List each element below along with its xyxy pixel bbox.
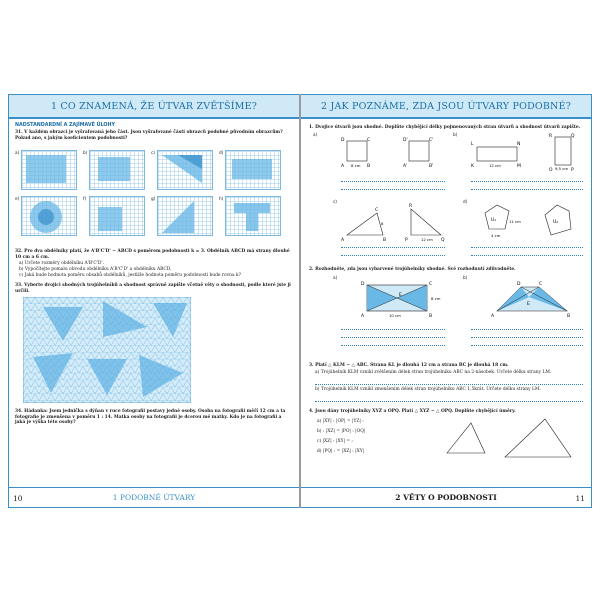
question-32-item-c: c) Jaká bude hodnota poměru obsahů obdélníků, jestliže hodnota poměru podobnosti bude rovna k?: [19, 273, 241, 278]
q4-triangles: [441, 413, 587, 461]
pt-A-prime: A': [403, 164, 408, 169]
question-3-item-a: a) Trojúhelník KLM vznikl zvětšením délek stran trojúhelníku ABC na 2-násobek. Určete délku strany LM.: [315, 370, 552, 375]
right-footer: [301, 487, 591, 507]
left-subheader: NADSTANDARDNÍ A ZAJÍMAVÉ ÚLOHY: [15, 123, 115, 128]
grid-figure-c: [157, 150, 213, 190]
triangular-grid-figure: [23, 297, 191, 403]
grid-figure-a: [21, 150, 77, 190]
answer-line[interactable]: [315, 401, 583, 402]
grid-figure-f: [89, 196, 145, 236]
figure-label-e: e): [15, 196, 20, 201]
answer-line[interactable]: [471, 329, 583, 330]
question-3-item-b: b) Trojúhelník KLM vznikl zmenšením délek stran trojúhelníku ABC 1,5krát. Určete délku strany LM.: [315, 387, 541, 392]
q1b-measure-1: 12 cm: [489, 163, 501, 168]
question-32-title: 32. Pro dva obdélníky platí, že A'B'C'D' ~ ABCD s poměrem podobnosti k = 3. Obdélník ABCD má strany dlouhé 10 cm a 6 cm.: [15, 249, 290, 260]
pt-C-prime: C': [429, 138, 434, 143]
left-footer-title: 1 PODOBNÉ ÚTVARY: [112, 493, 196, 502]
pt-B: B: [567, 314, 571, 319]
pt-A: A: [341, 164, 345, 169]
shaded-region: [98, 157, 130, 181]
pt-C: C: [367, 138, 371, 143]
pt-Q: Q: [571, 134, 575, 139]
shaded-region: [26, 155, 66, 183]
pt-C: C: [429, 282, 433, 287]
figure-label-a: a): [15, 150, 20, 155]
answer-line[interactable]: [341, 247, 445, 248]
pt-A: A: [361, 314, 365, 319]
shaded-triangle: [158, 197, 214, 237]
q1d-measure-2: 4 cm: [491, 233, 501, 238]
pt-R: R: [409, 204, 413, 209]
pt-D: D: [341, 138, 345, 143]
figure-label-d: d): [219, 150, 224, 155]
question-34: 34. Hádanka: Jsem jednička s dýňan v ruce fotografii postavy jedné osoby. Osoba na fotografii měří 12 cm a ta fotografie je zmenšena v poměru 1 : 14. Matka osoby na fotografii je dcerou mé matky. Kdo je na fotografii a jaká je výška této osoby?: [15, 409, 286, 426]
answer-line[interactable]: [471, 247, 583, 248]
pt-P: P: [571, 168, 574, 173]
pt-Q: Q: [441, 238, 445, 243]
right-page: [301, 94, 592, 508]
answer-line[interactable]: [341, 329, 445, 330]
question-4-item-a[interactable]: a) |XY| : |OP| = |YZ| :: [317, 419, 364, 424]
shape-U2: U₂: [553, 220, 559, 225]
answer-line[interactable]: [341, 337, 445, 338]
shaded-circle: [22, 197, 78, 237]
answer-line[interactable]: [471, 189, 583, 190]
figure-label-f: f): [83, 196, 87, 201]
pt-D: D: [361, 282, 365, 287]
shaded-triangle: [158, 151, 214, 191]
left-page-title: 1 CO ZNAMENÁ, ŽE ÚTVAR ZVĚTŠÍME?: [50, 101, 258, 112]
right-page-title: 2 JAK POZNÁME, ZDA JSOU ÚTVARY PODOBNÉ?: [320, 101, 571, 112]
q1c-triangles: [341, 199, 453, 243]
question-32-item-a: a) Určete rozměry obdélníku A'B'C'D'.: [19, 261, 105, 266]
answer-line[interactable]: [315, 384, 583, 385]
left-footer: [9, 487, 299, 507]
pt-D: D: [517, 282, 521, 287]
pt-N: N: [517, 142, 521, 147]
q1d-pentagons: [475, 199, 585, 243]
pt-R: R: [549, 134, 553, 139]
q1-label-d: d): [463, 199, 468, 204]
q1a-measure: 8 cm: [351, 163, 361, 168]
q1c-measure-1: 8: [381, 221, 384, 226]
answer-line[interactable]: [341, 181, 445, 182]
q1c-measure-2: 12 cm: [421, 237, 433, 242]
shaded-region: [232, 159, 272, 179]
shape-U1: U₁: [491, 218, 497, 223]
grid-figure-d: [225, 150, 281, 190]
pt-K: K: [471, 164, 474, 169]
question-4: 4. Jsou dány trojúhelníky XYZ a OPQ. Platí △ XYZ ~ △ OPQ. Doplňte chybějící úměry.: [309, 409, 516, 414]
figure-label-b: b): [83, 150, 88, 155]
q1d-measure-1: 11 cm: [509, 219, 521, 224]
q1b-measure-2: 9,5 cm: [555, 166, 569, 171]
pt-B: B: [383, 238, 387, 243]
pt-B-prime: B': [429, 164, 434, 169]
figure-label-h: h): [219, 196, 224, 201]
pt-O: O: [549, 168, 553, 173]
answer-line[interactable]: [341, 345, 445, 346]
answer-line[interactable]: [471, 345, 583, 346]
answer-line[interactable]: [471, 181, 583, 182]
figure-label-g: g): [151, 196, 156, 201]
pt-C: C: [375, 208, 379, 213]
question-4-item-d[interactable]: d) |PQ| : = |XZ| : |XY|: [317, 449, 365, 454]
shaded-region: [98, 207, 122, 231]
pt-L: L: [471, 142, 474, 147]
pt-B: B: [429, 314, 433, 319]
answer-line[interactable]: [471, 337, 583, 338]
q1-label-b: b): [453, 132, 458, 137]
question-33: 33. Vyberte dvojici shodných trojúhelníků a shodnost správně zapište včetně věty o shodnosti, podle které jste ji určili.: [15, 283, 291, 294]
q2a-measure-1: 8 cm: [431, 296, 441, 301]
q2a-figure: [361, 279, 457, 323]
question-32-item-b: b) Vypočítejte pomalu obvodu obdélníku A'B'C'D' a obdélníku ABCD.: [19, 267, 172, 272]
q2-label-b: b): [463, 275, 468, 280]
q1b-rectangles: [469, 133, 587, 175]
q2-label-a: a): [333, 275, 338, 280]
question-4-item-b[interactable]: b) : |XZ| = |PO| : |OQ|: [317, 429, 366, 434]
q1-label-c: c): [333, 199, 337, 204]
pt-A: A: [341, 238, 345, 243]
answer-line[interactable]: [341, 255, 445, 256]
pt-D-prime: D': [403, 138, 408, 143]
pt-B: B: [367, 164, 371, 169]
q2b-figure: [491, 279, 585, 323]
grid-figure-b: [89, 150, 145, 190]
grid-figure-g: [157, 196, 213, 236]
shaded-t-shape: [226, 197, 282, 237]
figure-label-c: c): [151, 150, 155, 155]
left-page: [8, 94, 299, 508]
left-page-number: 10: [13, 494, 23, 503]
q2a-measure-2: 10 cm: [389, 313, 401, 318]
pt-P: P: [405, 238, 408, 243]
pt-E: E: [399, 293, 402, 298]
answer-line[interactable]: [471, 255, 583, 256]
question-2: 2. Rozhodněte, zda jsou vybarvené trojúhelníky shodné. Své rozhodnutí zdůvodněte.: [309, 267, 516, 272]
pt-A: A: [491, 314, 495, 319]
pt-M: M: [517, 164, 521, 169]
pt-C: C: [539, 282, 543, 287]
grid-figure-h: [225, 196, 281, 236]
q1-label-a: a): [313, 132, 318, 137]
question-31: 31. V každém obrazci je vyšrafovaná jeho část. Jsou vyšrafované části obrazců podobné původním obrazcům? Pokud ano, s jakým koeficientem podobnosti?: [15, 130, 283, 141]
pt-E: E: [527, 302, 530, 307]
question-1: 1. Dvojice útvarů jsou shodné. Doplňte chybějící délky pojmenovaných stran útvarů a shodnost útvarů zapište.: [309, 125, 581, 130]
right-page-number: 11: [575, 494, 585, 503]
right-footer-title: 2 VĚTY O PODOBNOSTI: [395, 493, 497, 502]
question-3: 3. Platí △ KLM ~ △ ABC. Strana KL je dlouhá 12 cm a strana BC je dlouhá 18 cm.: [309, 363, 509, 368]
question-4-item-c[interactable]: c) |XZ| : |XY| = :: [317, 439, 353, 444]
q1a-rectangles: [341, 133, 441, 175]
grid-figure-e: [21, 196, 77, 236]
answer-line[interactable]: [341, 189, 445, 190]
